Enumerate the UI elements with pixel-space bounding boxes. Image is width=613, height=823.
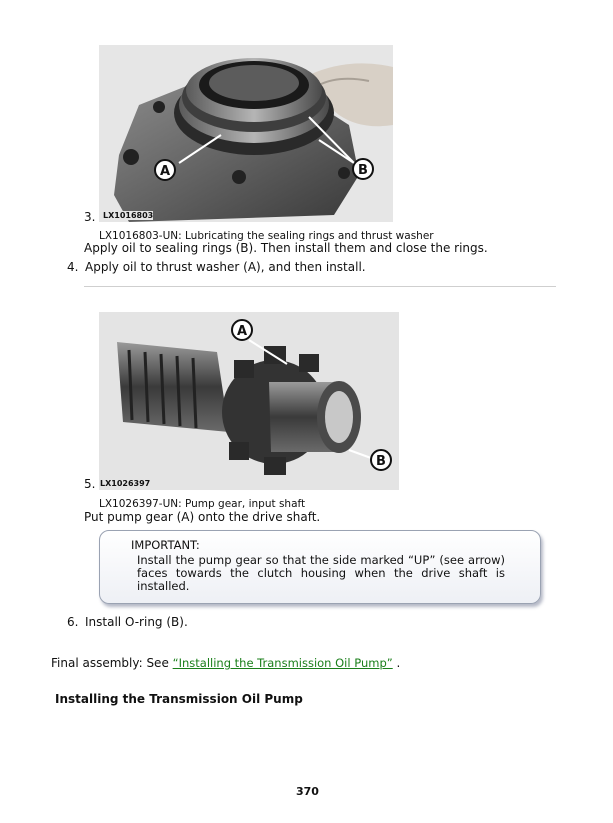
step-text-6: Install O-ring (B). (85, 615, 188, 629)
step-text-3: Apply oil to sealing rings (B). Then install them and close the rings. (84, 241, 488, 255)
figure-caption: LX1026397-UN: Pump gear, input shaft (99, 498, 306, 510)
figure-code: LX1016803 (103, 211, 154, 220)
figure-caption: LX1016803-UN: Lubricating the sealing rings and thrust washer (99, 230, 434, 242)
step-text-5: Put pump gear (A) onto the drive shaft. (84, 510, 321, 524)
callout-b-label: B (376, 454, 386, 469)
page-number: 370 (296, 785, 319, 798)
pump-housing-photo (99, 45, 393, 222)
final-assembly-prefix: Final assembly: See (51, 656, 173, 670)
step-number-5: 5. (84, 477, 96, 491)
step-text-4: Apply oil to thrust washer (A), and then install. (85, 260, 366, 274)
step-number-3: 3. (84, 210, 96, 224)
step-number-4: 4. (67, 260, 79, 274)
figure-photo-lubricating-rings (99, 45, 393, 222)
section-divider (84, 286, 556, 287)
figure-photo-pump-gear (99, 312, 399, 490)
note-title: IMPORTANT: (131, 538, 200, 552)
callout-b-label: B (358, 163, 368, 178)
pump-gear-shaft-photo (99, 312, 399, 490)
callout-a-label: A (236, 324, 248, 339)
note-text: Install the pump gear so that the side marked “UP” (see arrow) faces towards the clutch housing when the drive shaft is installed. (137, 553, 505, 593)
section-heading: Installing the Transmission Oil Pump (55, 692, 303, 706)
final-assembly-line (51, 656, 400, 670)
installing-oil-pump-link[interactable]: “Installing the Transmission Oil Pump” (172, 656, 393, 670)
important-note (99, 530, 541, 604)
callout-a-label: A (159, 164, 171, 179)
final-assembly-suffix: . (392, 656, 401, 670)
step-number-6: 6. (67, 615, 79, 629)
figure-code: LX1026397 (100, 479, 151, 488)
